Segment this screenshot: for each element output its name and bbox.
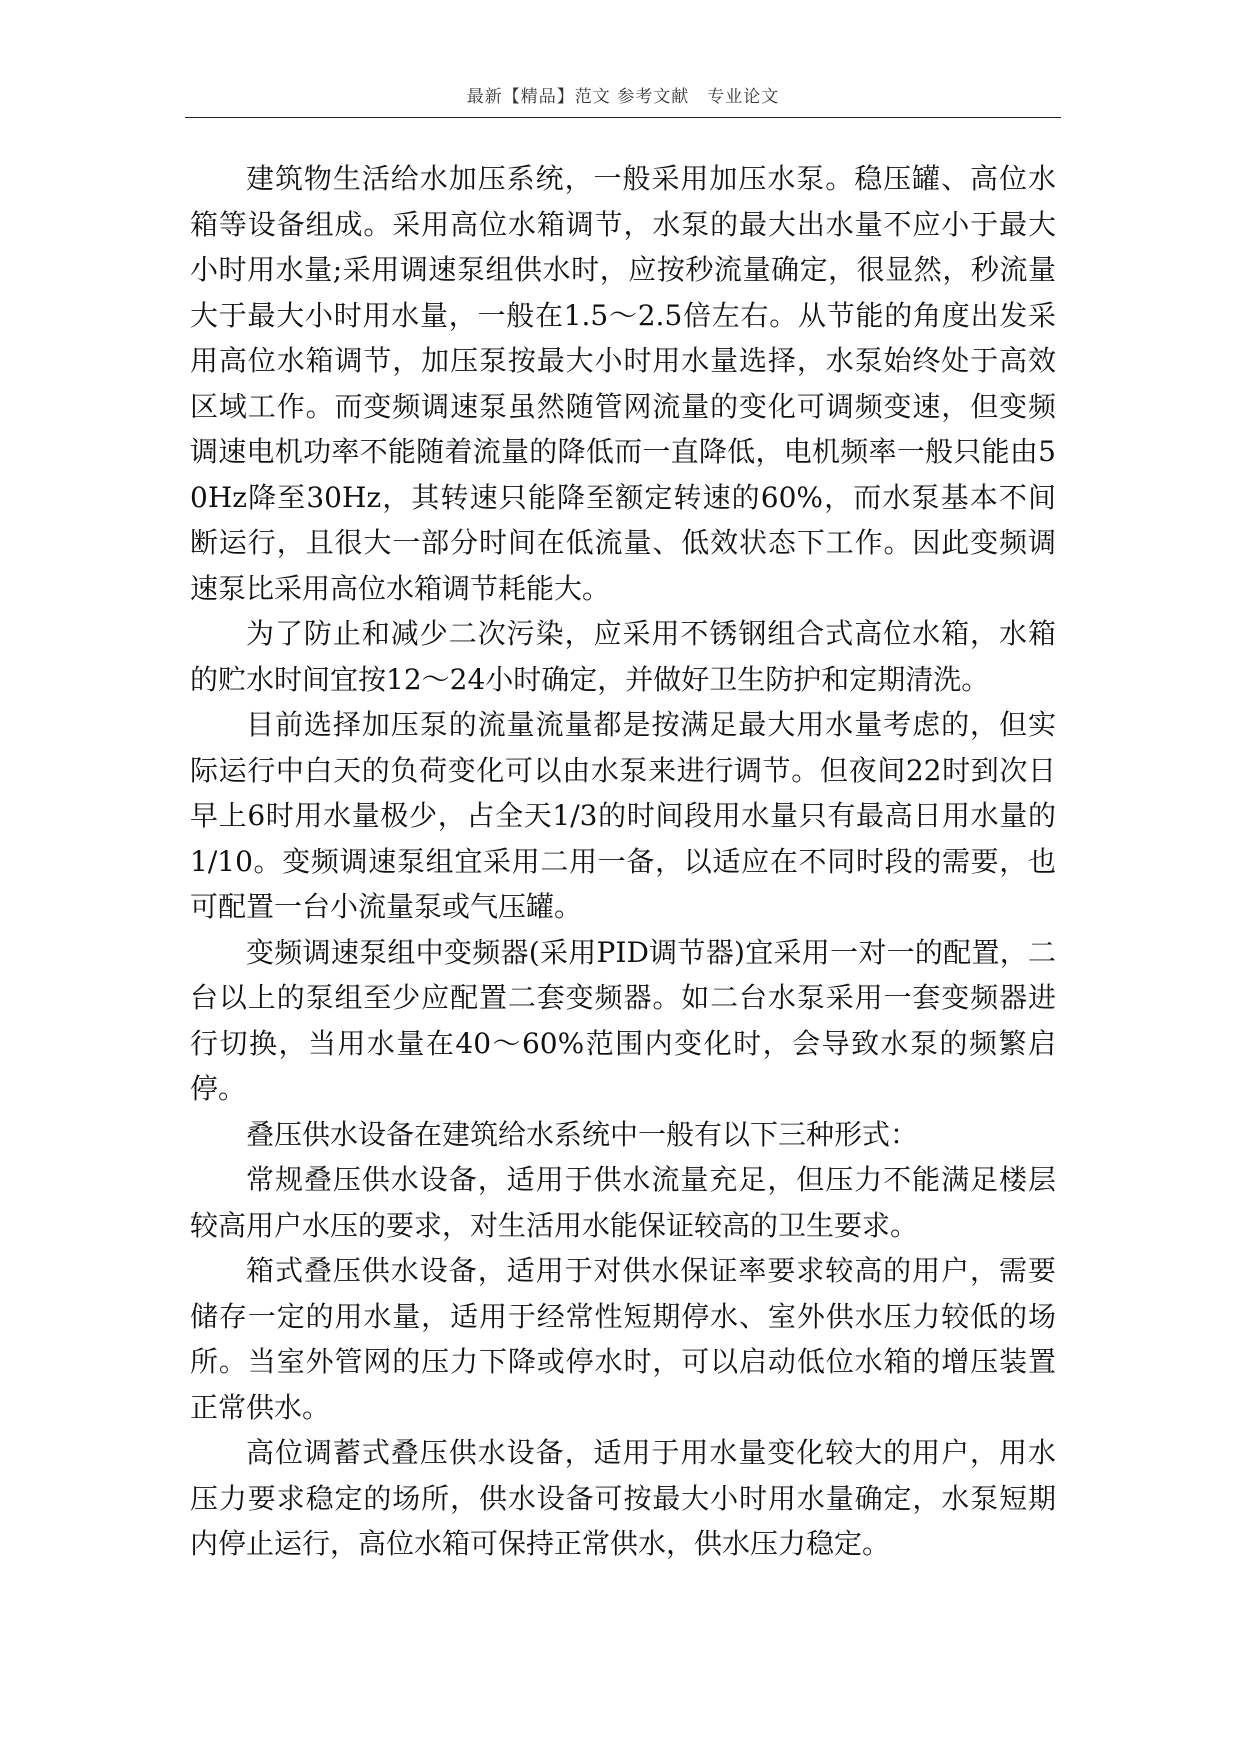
paragraph: 叠压供水设备在建筑给水系统中一般有以下三种形式： xyxy=(246,1117,919,1151)
paragraph: 目前选择加压泵的流量流量都是按满足最大用水量考虑的，但实际运行中白天的负荷变化可以由水泵来进行调节。但夜间22时到次日早上6时用水量极少，占全天1/3的时间段用水量只有最高日用水量的1/10。变频调速泵组宜采用二用一备，以适应在不同时段的需要，也可配置一台小流量泵或气压罐。 xyxy=(190,708,1056,923)
paragraph: 建筑物生活给水加压系统，一般采用加压水泵。稳压罐、高位水箱等设备组成。采用高位水箱调节，水泵的最大出水量不应小于最大小时用水量;采用调速泵组供水时，应按秒流量确定，很显然，秒流量大于最大小时用水量，一般在1.5～2.5倍左右。从节能的角度出发采用高位水箱调节，加压泵按最大小时用水量选择，水泵始终处于高效区域工作。而变频调速泵虽然随管网流量的变化可调频变速，但变频调速电机功率不能随着流量的降低而一直降低，电机频率一般只能由50Hz降至30Hz，其转速只能降至额定转速的60%，而水泵基本不间断运行，且很大一部分时间在低流量、低效状态下工作。因此变频调速泵比采用高位水箱调节耗能大。 xyxy=(190,162,1056,605)
page-header: 最新【精品】范文 参考文献 专业论文 xyxy=(466,87,780,107)
paragraph: 高位调蓄式叠压供水设备，适用于用水量变化较大的用户，用水压力要求稳定的场所，供水设备可按最大小时用水量确定，水泵短期内停止运行，高位水箱可保持正常供水，供水压力稳定。 xyxy=(190,1436,1056,1560)
paragraph: 为了防止和减少二次污染，应采用不锈钢组合式高位水箱，水箱的贮水时间宜按12～24小时确定，并做好卫生防护和定期清洗。 xyxy=(190,617,1056,696)
paragraph: 变频调速泵组中变频器(采用PID调节器)宜采用一对一的配置，二台以上的泵组至少应配置二套变频器。如二台水泵采用一套变频器进行切换，当用水量在40～60%范围内变化时，会导致水泵的频繁启停。 xyxy=(190,935,1056,1105)
document-body xyxy=(190,156,1056,1567)
header-divider xyxy=(185,117,1061,118)
paragraph: 常规叠压供水设备，适用于供水流量充足，但压力不能满足楼层较高用户水压的要求，对生活用水能保证较高的卫生要求。 xyxy=(190,1163,1056,1242)
paragraph: 箱式叠压供水设备，适用于对供水保证率要求较高的用户，需要储存一定的用水量，适用于经常性短期停水、室外供水压力较低的场所。当室外管网的压力下降或停水时，可以启动低位水箱的增压装置正常供水。 xyxy=(190,1254,1056,1424)
